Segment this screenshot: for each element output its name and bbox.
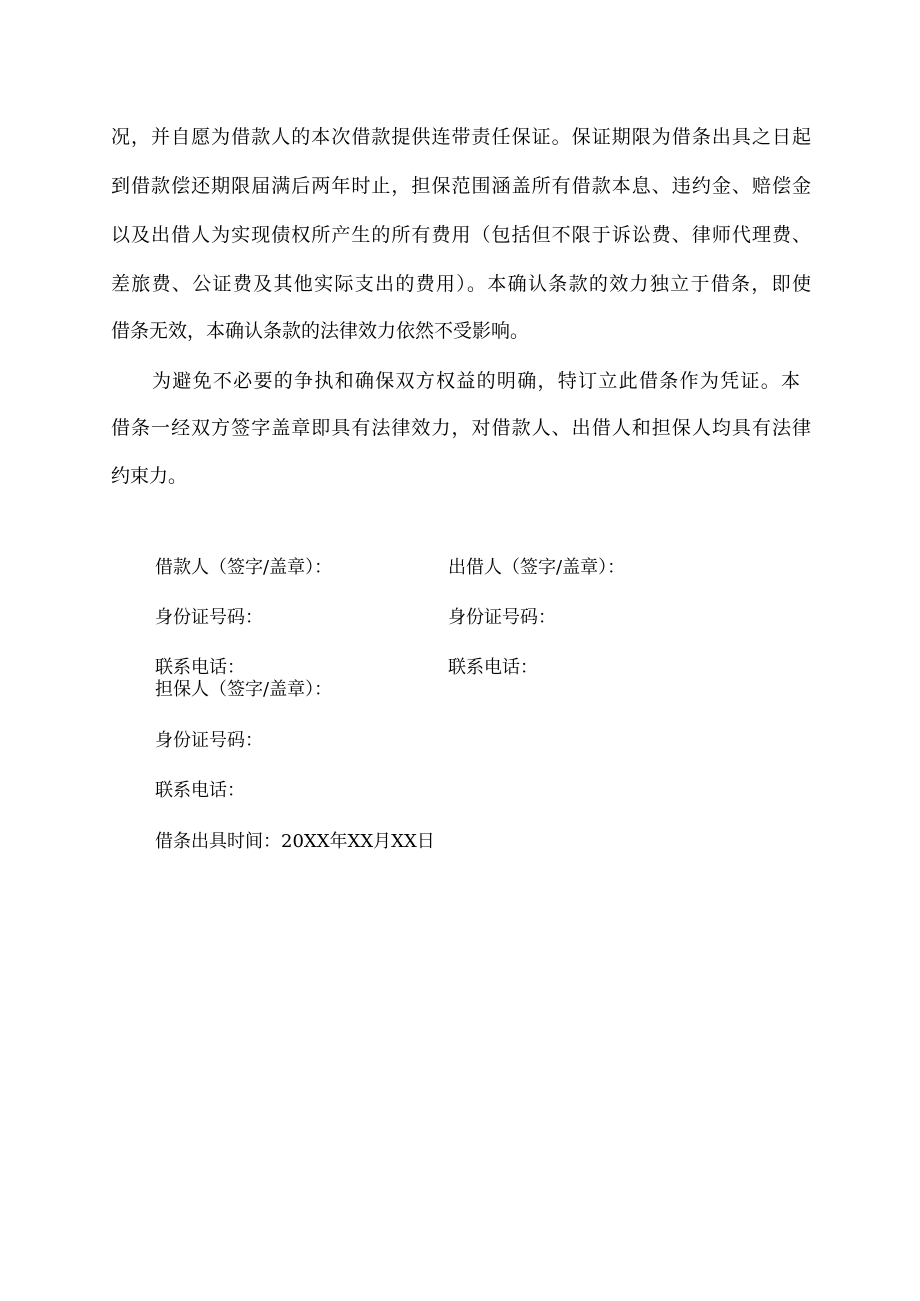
- borrower-phone-label: 联系电话：: [155, 657, 245, 678]
- paragraph-line: 差旅费、公证费及其他实际支出的费用）。本确认条款的效力独立于借条，即使: [111, 273, 811, 295]
- paragraph-line: 以及出借人为实现债权所产生的所有费用（包括但不限于诉讼费、律师代理费、: [111, 224, 811, 246]
- guarantor-id-label: 身份证号码：: [155, 730, 263, 751]
- paragraph-line: 到借款偿还期限届满后两年时止，担保范围涵盖所有借款本息、违约金、赔偿金: [111, 175, 811, 197]
- paragraph-line: 借条无效，本确认条款的法律效力依然不受影响。: [111, 320, 530, 342]
- paragraph-line: 借条一经双方签字盖章即具有法律效力，对借款人、出借人和担保人均具有法律: [111, 417, 811, 439]
- guarantor-phone-label: 联系电话：: [155, 780, 245, 801]
- guarantor-sign-label: 担保人（签字/盖章）：: [155, 679, 333, 700]
- lender-id-label: 身份证号码：: [448, 607, 556, 628]
- borrower-sign-label: 借款人（签字/盖章）：: [155, 557, 333, 578]
- lender-phone-label: 联系电话：: [448, 657, 538, 678]
- issue-date: 借条出具时间：20XX年XX月XX日: [155, 831, 435, 852]
- paragraph-line: 为避免不必要的争执和确保双方权益的明确，特订立此借条作为凭证。本: [152, 370, 800, 392]
- paragraph-line: 约束力。: [111, 465, 188, 487]
- borrower-id-label: 身份证号码：: [155, 607, 263, 628]
- lender-sign-label: 出借人（签字/盖章）：: [448, 557, 626, 578]
- paragraph-line: 况，并自愿为借款人的本次借款提供连带责任保证。保证期限为借条出具之日起: [111, 126, 811, 148]
